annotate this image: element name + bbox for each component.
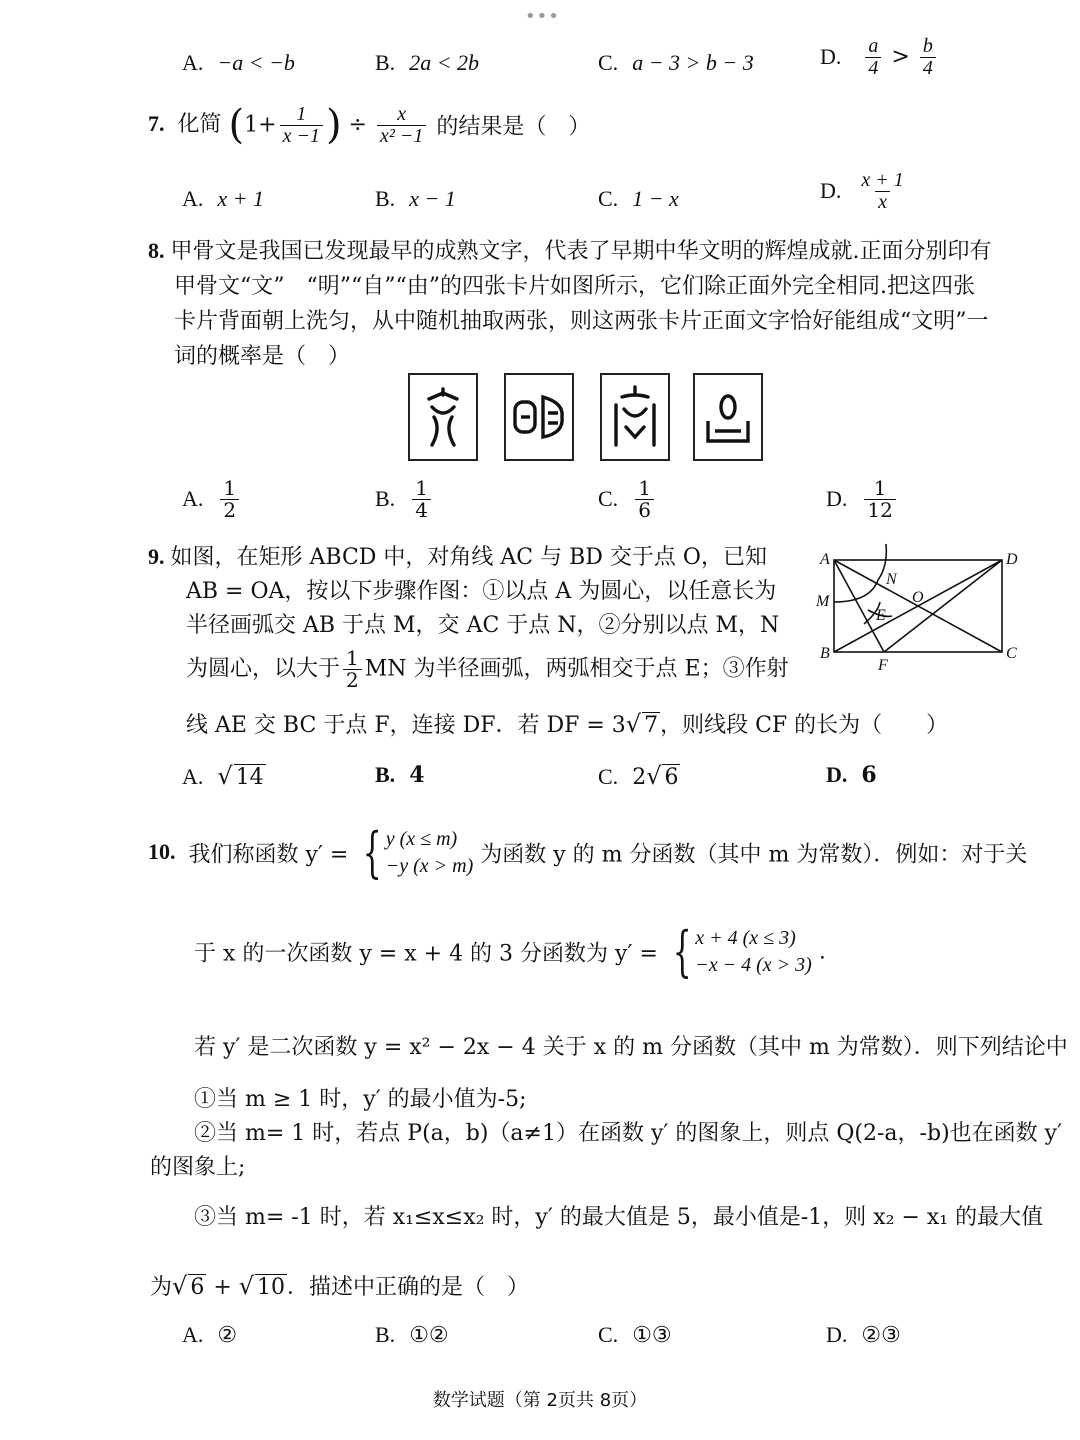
q10-text: . — [818, 939, 826, 965]
option-letter: B. — [375, 186, 396, 211]
ming-oracle-icon — [506, 375, 572, 459]
option-letter: A. — [182, 186, 204, 211]
option-letter: C. — [598, 186, 619, 211]
q9-option-c: C. 2√ 6 — [598, 762, 679, 790]
q10-last-line: 为√ 6 + √ 10．描述中正确的是（ ） — [150, 1272, 530, 1300]
sqrt-radicand: 10 — [257, 1275, 286, 1300]
option-letter: C. — [598, 485, 619, 511]
option-text: 2 — [632, 765, 647, 790]
plus-sign: + — [213, 1275, 232, 1300]
q10-option-b — [375, 1322, 449, 1348]
fraction: $\frac{1}{2}$ — [220, 478, 239, 521]
option-letter: B. — [375, 485, 396, 511]
q9-line-1 — [148, 540, 767, 571]
q10-text: 于 x 的一次函数 y = x + 4 的 3 分函数为 y′ = — [194, 941, 658, 967]
sqrt-radicand: 14 — [235, 765, 264, 790]
piecewise-example: { x + 4 (x ≤ 3) −x − 4 (x > 3) — [672, 920, 812, 983]
option-text: ①② — [409, 1323, 449, 1348]
case-2: −x − 4 (x > 3) — [695, 954, 812, 976]
option-text: 6 — [861, 762, 877, 788]
case-1: y (x ≤ m) — [385, 828, 458, 850]
card-wen — [408, 373, 478, 461]
q10-line-3: 若 y′ 是二次函数 y = x² − 2x − 4 关于 x 的 m 分函数（其中 m 为常数）．则下列结论中 — [194, 1035, 1068, 1060]
q9-option-a: A. √ 14 — [182, 762, 264, 790]
option-letter: B. — [375, 50, 396, 75]
q10-line-2 — [194, 920, 826, 983]
question-number: 7. — [148, 111, 165, 136]
q7-suffix: 的结果是（ ） — [436, 114, 591, 140]
q9-option-b — [375, 762, 425, 788]
q9-text: 为圆心，以大于 — [186, 656, 341, 682]
q9-option-d — [826, 762, 877, 788]
q6-option-c — [598, 50, 754, 76]
fraction-b-over-4: $\frac{b}{4}$ — [920, 36, 936, 79]
q8-line-1 — [148, 234, 992, 265]
q8-text: 甲骨文是我国已发现最早的成熟文字，代表了早期中华文明的辉煌成就.正面分别印有 — [170, 239, 992, 264]
q7-fraction-2: $\frac{x}{\text{x² −1}}$ — [377, 104, 426, 147]
option-text: x − 1 — [409, 186, 456, 211]
q9-line-4 — [186, 648, 789, 691]
fraction: $\frac{1}{12}$ — [864, 478, 895, 521]
segment-df — [884, 560, 1002, 652]
option-letter: C. — [598, 50, 619, 75]
wen-oracle-icon — [410, 375, 476, 459]
card-ming — [504, 373, 574, 461]
label-c: C — [1006, 645, 1017, 662]
q8-option-b — [375, 478, 434, 521]
q10-text: 为函数 y 的 m 分函数（其中 m 为常数）．例如：对于关 — [480, 842, 1028, 868]
q9-line-5: 线 AE 交 BC 于点 F，连接 DF．若 DF = 3√ 7，则线段 CF 的长为（ ） — [186, 710, 949, 738]
card-you — [693, 373, 763, 461]
option-letter: C. — [598, 764, 619, 789]
top-dots-indicator: ••• — [525, 6, 560, 27]
card-zi — [600, 373, 670, 461]
option-text: −a < −b — [217, 50, 295, 75]
fraction: $\frac{1}{6}$ — [635, 478, 654, 521]
piecewise-definition: { y (x ≤ m) −y (x > m) — [363, 821, 474, 884]
option-letter: A. — [182, 764, 204, 789]
option-text: ①③ — [632, 1323, 672, 1348]
label-b: B — [820, 645, 830, 662]
case-2: −y (x > m) — [385, 855, 474, 877]
q10-statement-2b: 的图象上; — [150, 1155, 246, 1180]
fraction-a-over-4: $\frac{a}{4}$ — [865, 36, 881, 79]
you-oracle-icon — [695, 375, 761, 459]
q6-option-d — [820, 36, 939, 79]
sqrt-radicand: 6 — [190, 1275, 205, 1300]
label-d: D — [1006, 551, 1018, 568]
q7-stem: 7. 化简 (1+ $\frac{1}{x -1}$ ) ÷ $\frac{x}{\text{x² −1}}$ 的结果是（ ） — [148, 102, 591, 148]
q9-line-3: 半径画弧交 AB 于点 M，交 AC 于点 N，②分别以点 M，N — [186, 613, 780, 638]
q9-rectangle-figure — [808, 540, 1033, 675]
fraction: $\frac{x + 1}{x}$ — [861, 169, 904, 213]
q7-option-c — [598, 186, 679, 212]
option-text: a − 3 > b − 3 — [632, 50, 754, 75]
q10-statement-1: ①当 m ≥ 1 时，y′ 的最小值为-5; — [194, 1087, 527, 1112]
q9-text: MN 为半径画弧，两弧相交于点 E；③作射 — [364, 656, 789, 682]
question-number: 9. — [148, 544, 165, 569]
label-e: E — [876, 607, 886, 624]
q6-option-b — [375, 50, 479, 76]
q10-option-d — [826, 1322, 901, 1348]
label-f: F — [878, 657, 888, 674]
q10-text: 为 — [150, 1275, 173, 1300]
q6-option-a — [182, 50, 295, 76]
q8-option-a — [182, 478, 242, 521]
option-text: ②③ — [861, 1323, 901, 1348]
q10-option-a — [182, 1322, 237, 1348]
q8-option-d — [826, 478, 899, 521]
fraction-half: $\frac{1}{2}$ — [343, 648, 362, 691]
q7-one-plus: 1+ — [244, 112, 277, 138]
question-number: 10. — [148, 839, 176, 864]
label-n: N — [886, 571, 897, 588]
q7-div: ÷ — [348, 112, 367, 138]
option-letter: A. — [182, 1322, 204, 1347]
fraction: $\frac{1}{4}$ — [412, 478, 431, 521]
option-text: x + 1 — [217, 186, 265, 211]
option-letter: A. — [182, 485, 204, 511]
q9-line-2: AB = OA，按以下步骤作图：①以点 A 为圆心，以任意长为 — [186, 579, 777, 604]
q7-prefix: 化简 — [177, 112, 222, 137]
q7-option-d — [820, 170, 910, 213]
case-1: x + 4 (x ≤ 3) — [695, 927, 796, 949]
q10-statement-3: ③当 m= -1 时，若 x₁≤x≤x₂ 时，y′ 的最大值是 5，最小值是-1，则 x₂ − x₁ 的最大值 — [194, 1205, 1044, 1230]
sqrt-radicand: 7 — [644, 713, 659, 738]
q8-option-c — [598, 478, 657, 521]
option-text: 4 — [409, 762, 425, 788]
option-text: 1 − x — [632, 186, 679, 211]
question-number: 8. — [148, 238, 165, 263]
label-o: O — [912, 589, 924, 606]
option-letter: C. — [598, 1322, 619, 1347]
q9-text: 线 AE 交 BC 于点 F，连接 DF．若 DF = 3 — [186, 713, 626, 738]
option-letter: D. — [820, 177, 842, 203]
q9-text: 如图，在矩形 ABCD 中，对角线 AC 与 BD 交于点 O，已知 — [170, 545, 767, 570]
q7-fraction-1: $\frac{1}{x -1}$ — [280, 104, 323, 147]
q10-line-1 — [148, 821, 1028, 884]
gt-sign: > — [891, 44, 910, 70]
option-letter: D. — [820, 43, 842, 69]
option-text: 2a < 2b — [409, 50, 480, 75]
q10-option-c — [598, 1322, 672, 1348]
sqrt-radicand: 6 — [664, 765, 679, 790]
q10-text: ．描述中正确的是（ ） — [287, 1275, 530, 1300]
option-letter: B. — [375, 762, 396, 787]
zi-oracle-icon — [602, 375, 668, 459]
q9-text: ，则线段 CF 的长为（ ） — [660, 713, 949, 738]
q10-statement-2a: ②当 m= 1 时，若点 P(a，b)（a≠1）在函数 y′ 的图象上，则点 Q(2-a，-b)也在函数 y′ — [194, 1121, 1063, 1146]
option-letter: D. — [826, 485, 848, 511]
q7-option-a — [182, 186, 264, 212]
q8-line-2: 甲骨文“文” “明”“自”“由”的四张卡片如图所示，它们除正面外完全相同.把这四张 — [174, 274, 975, 299]
page-footer: 数学试题（第 2页共 8页） — [432, 1390, 648, 1411]
label-m: M — [816, 593, 830, 610]
q7-option-b — [375, 186, 456, 212]
option-letter: D. — [826, 1322, 848, 1347]
option-letter: D. — [826, 762, 848, 787]
q8-line-3: 卡片背面朝上洗匀，从中随机抽取两张，则这两张卡片正面文字恰好能组成“文明”一 — [174, 309, 989, 334]
option-letter: A. — [182, 50, 204, 75]
label-a: A — [820, 551, 830, 568]
option-letter: B. — [375, 1322, 396, 1347]
option-text: ② — [217, 1323, 238, 1348]
q8-line-4: 词的概率是（ ） — [174, 344, 351, 369]
q10-text: 我们称函数 y′ = — [188, 842, 349, 868]
